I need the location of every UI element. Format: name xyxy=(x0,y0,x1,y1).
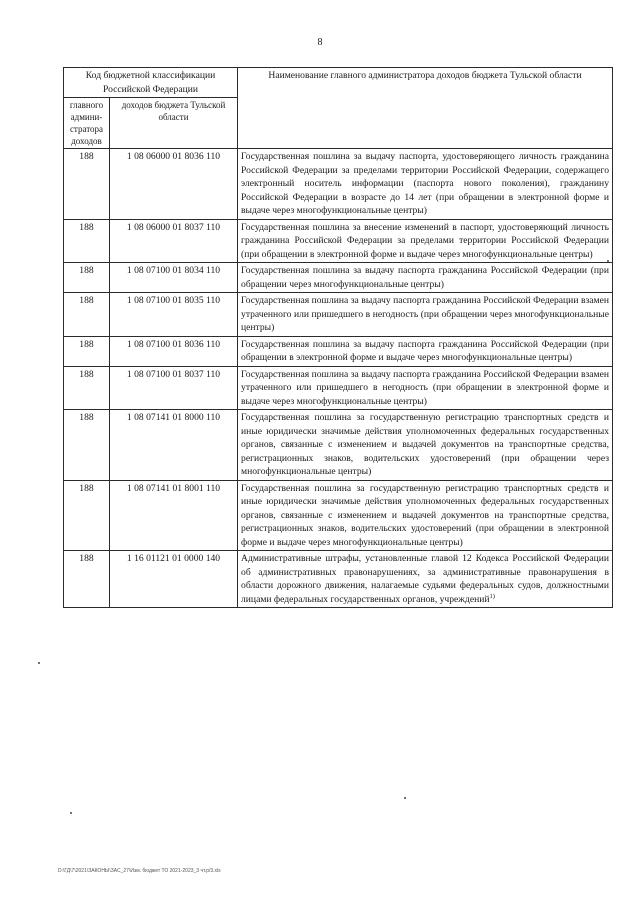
table-row xyxy=(64,149,613,220)
income-name-cell: Государственная пошлина за выдачу паспорта гражданина Российской Федерации взамен утраченного или пришедшего в негодность (при обращении через многофункциональные центры) xyxy=(238,293,613,337)
table-row xyxy=(64,410,613,481)
header-code-group: Код бюджетной классификации Российской Федерации xyxy=(64,68,238,98)
income-code-cell: 1 08 07100 01 8035 110 xyxy=(110,293,238,337)
table-row xyxy=(64,293,613,337)
admin-code-cell: 188 xyxy=(64,149,110,220)
admin-code-cell: 188 xyxy=(64,336,110,366)
income-name-cell: Государственная пошлина за государственную регистрацию транспортных средств и иные юридически значимые действия уполномоченных федеральных государственных органов, связанные с изменением и выдачей документов на транспортные средства, регистрационных знаков, водительских удостоверений (при обращении через многофункциональные центры) xyxy=(238,410,613,481)
income-code-cell: 1 08 07141 01 8000 110 xyxy=(110,410,238,481)
income-code-cell: 1 08 06000 01 8036 110 xyxy=(110,149,238,220)
admin-code-cell: 188 xyxy=(64,480,110,551)
income-name-text: Административные штрафы, установленные главой 12 Кодекса Российской Федерации об административных правонарушениях, за административные правонарушения в области дорожного движения, налагаемые судьями федеральных судов, должностными лицами федеральных государственных органов, учреждений xyxy=(241,553,609,605)
budget-code-table xyxy=(63,67,613,608)
footer-file-path: D:\ГД\7\2021\ЗАКОНЫ\ЗАС_27\Изм. бюджет ТО 2021-2023_3 чт.р/3.xls xyxy=(58,868,221,874)
income-name-cell: Государственная пошлина за выдачу паспорта, удостоверяющего личность гражданина Российской Федерации за пределами территории Российской Федерации, содержащего электронный носитель информации (паспорта нового поколения), гражданину Российской Федерации в возрасте до 14 лет (при обращении в электронной форме и выдаче через многофункциональные центры) xyxy=(238,149,613,220)
scan-speck xyxy=(404,797,406,799)
income-code-cell: 1 08 07141 01 8001 110 xyxy=(110,480,238,551)
admin-code-cell: 188 xyxy=(64,551,110,608)
scan-speck xyxy=(38,662,40,664)
income-code-cell: 1 16 01121 01 0000 140 xyxy=(110,551,238,608)
table-row xyxy=(64,480,613,551)
footnote-marker: 1) xyxy=(489,592,495,600)
admin-code-cell: 188 xyxy=(64,263,110,293)
table-row xyxy=(64,219,613,263)
scan-speck xyxy=(70,812,72,814)
admin-code-cell: 188 xyxy=(64,410,110,481)
income-name-cell: Государственная пошлина за внесение изменений в паспорт, удостоверяющий личность гражданина Российской Федерации за пределами территории Российской Федерации (при обращении в электронной форме и выдаче через многофункциональные центры) xyxy=(238,219,613,263)
income-name-cell: Государственная пошлина за выдачу паспорта гражданина Российской Федерации (при обращении в электронной форме и выдаче через многофункциональные центры) xyxy=(238,336,613,366)
header-name-column: Наименование главного администратора доходов бюджета Тульской области xyxy=(238,68,613,149)
table-row xyxy=(64,366,613,410)
income-code-cell: 1 08 07100 01 8037 110 xyxy=(110,366,238,410)
header-income-column: доходов бюджета Тульской области xyxy=(110,98,238,149)
admin-code-cell: 188 xyxy=(64,366,110,410)
admin-code-cell: 188 xyxy=(64,219,110,263)
admin-code-cell: 188 xyxy=(64,293,110,337)
scan-speck xyxy=(607,260,609,262)
page-number: 8 xyxy=(317,37,323,48)
header-admin-column: главного админи-стратора доходов xyxy=(64,98,110,149)
income-code-cell: 1 08 07100 01 8036 110 xyxy=(110,336,238,366)
income-name-cell: Государственная пошлина за выдачу паспорта гражданина Российской Федерации (при обращении через многофункциональные центры) xyxy=(238,263,613,293)
income-code-cell: 1 08 07100 01 8034 110 xyxy=(110,263,238,293)
income-name-cell: Государственная пошлина за выдачу паспорта гражданина Российской Федерации взамен утраченного или пришедшего в негодность (при обращении в электронной форме и выдаче через многофункциональные центры) xyxy=(238,366,613,410)
table-row xyxy=(64,336,613,366)
table-row xyxy=(64,263,613,293)
income-code-cell: 1 08 06000 01 8037 110 xyxy=(110,219,238,263)
income-name-cell xyxy=(238,551,613,608)
income-name-cell: Государственная пошлина за государственную регистрацию транспортных средств и иные юридически значимые действия уполномоченных федеральных государственных органов, связанные с изменением и выдачей документов на транспортные средства, регистрационных знаков, водительских удостоверений (при обращении в электронной форме и выдаче через многофункциональные центры) xyxy=(238,480,613,551)
table-row xyxy=(64,551,613,608)
